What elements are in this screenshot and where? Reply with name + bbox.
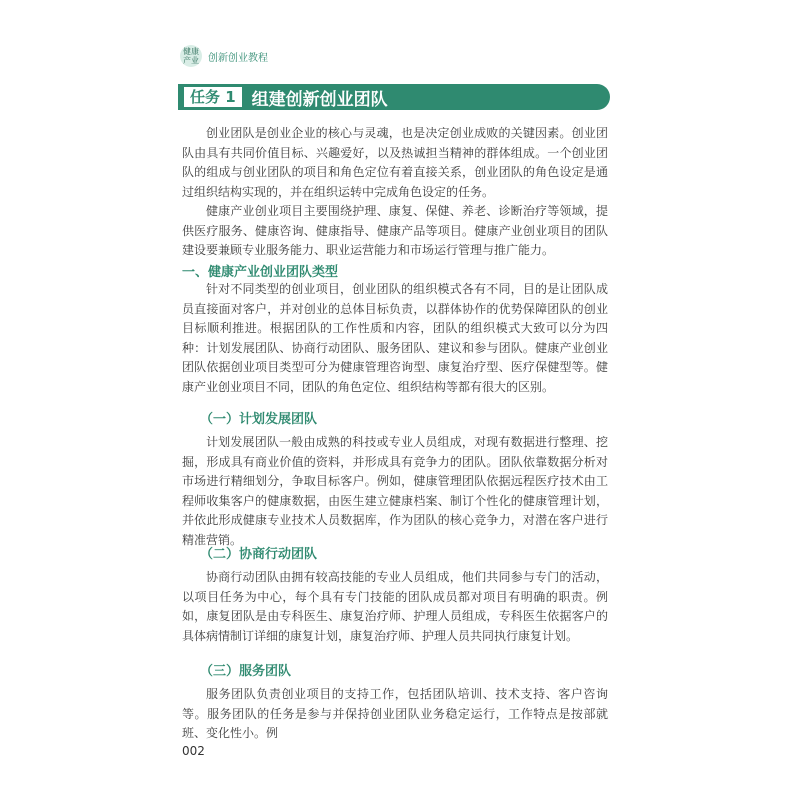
subsection-heading-2: （二）协商行动团队 xyxy=(200,547,318,562)
section-paragraph: 针对不同类型的创业项目，创业团队的组织模式各有不同，目的是让团队成员直接面对客户，并对创业的总体目标负责，以群体协作的优势保障团队的创业目标顺利推进。根据团队的工作性质和内容，团队的组织模式大致可以分为四种：计划发展团队、协商行动团队、服务团队、建议和参与团队。健康产业创业团队依据创业项目类型可分为健康管理咨询型、康复治疗型、医疗保健型等。健康产业创业项目不同，团队的角色定位、组织结构等都有很大的区别。 xyxy=(182,282,608,394)
intro-paragraph-1: 创业团队是创业企业的核心与灵魂，也是决定创业成败的关键因素。创业团队由具有共同价值目标、兴趣爱好，以及热诚担当精神的群体组成。一个创业团队的组成与创业团队的项目和角色定位有着直接关系，创业团队的角色设定是通过组织结构实现的，并在组织运转中完成角色设定的任务。 xyxy=(182,126,608,199)
task-label: 任务 1 xyxy=(184,87,242,107)
running-header xyxy=(180,45,268,67)
book-title: 创新创业教程 xyxy=(208,52,268,64)
task-title: 组建创新创业团队 xyxy=(251,89,388,110)
section-heading: 一、健康产业创业团队类型 xyxy=(182,265,339,280)
logo-text: 健康产业 xyxy=(183,47,199,65)
task-banner xyxy=(178,84,610,110)
subsection-paragraph-3: 服务团队负责创业项目的支持工作，包括团队培训、技术支持、客户咨询等。服务团队的任务是参与并保持创业团队业务稳定运行，工作特点是按部就班、变化性小。例 xyxy=(182,687,608,741)
subsection-paragraph-2: 协商行动团队由拥有较高技能的专业人员组成，他们共同参与专门的活动，以项目任务为中心，每个具有专门技能的团队成员都对项目有明确的职责。例如，康复团队是由专科医生、康复治疗师、护理人员组成，专科医生依据客户的具体病情制订详细的康复计划，康复治疗师、护理人员共同执行康复计划。 xyxy=(182,570,608,643)
book-logo-icon xyxy=(180,45,202,67)
subsection-paragraph-1: 计划发展团队一般由成熟的科技或专业人员组成，对现有数据进行整理、挖掘，形成具有商业价值的资料，并形成具有竞争力的团队。团队依靠数据分析对市场进行精细划分，争取目标客户。例如，健康管理团队依据远程医疗技术由工程师收集客户的健康数据，由医生建立健康档案、制订个性化的健康管理计划，并依此形成健康专业技术人员数据库，作为团队的核心竞争力，对潜在客户进行精准营销。 xyxy=(182,435,608,547)
subsection-heading-3: （三）服务团队 xyxy=(200,664,292,679)
page-number: 002 xyxy=(182,744,205,758)
subsection-heading-1: （一）计划发展团队 xyxy=(200,412,318,427)
intro-paragraph-2: 健康产业创业项目主要围绕护理、康复、保健、养老、诊断治疗等领域，提供医疗服务、健康咨询、健康指导、健康产品等项目。健康产业创业项目的团队建设要兼顾专业服务能力、职业运营能力和市场运行管理与推广能力。 xyxy=(182,204,608,258)
